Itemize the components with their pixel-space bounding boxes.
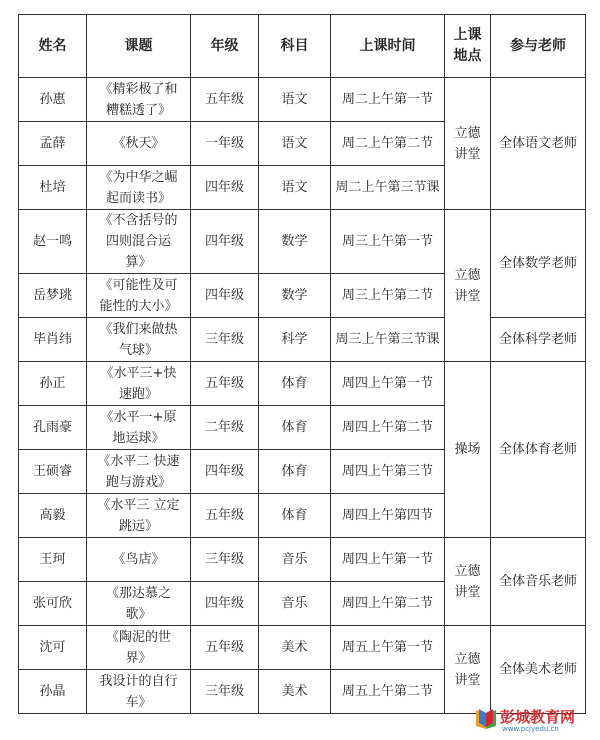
cell-grade: 五年级 (191, 494, 259, 538)
cell-topic: 《我们来做热气球》 (87, 318, 191, 362)
header-time: 上课时间 (331, 15, 445, 78)
cell-name: 孙正 (19, 362, 87, 406)
cell-topic: 我设计的自行车》 (87, 670, 191, 714)
table-row (19, 318, 586, 362)
cell-name: 孔雨豪 (19, 406, 87, 450)
cell-time: 周二上午第二节 (331, 122, 445, 166)
cell-teachers-pe: 全体体育老师 (491, 362, 586, 538)
header-row (19, 15, 586, 78)
header-location: 上课地点 (445, 15, 491, 78)
cell-name: 张可欣 (19, 582, 87, 626)
watermark-url: www.pcjyedu.cn (502, 725, 559, 733)
cell-time: 周四上午第一节 (331, 362, 445, 406)
cell-grade: 四年级 (191, 210, 259, 274)
cell-grade: 四年级 (191, 274, 259, 318)
cell-subject: 体育 (259, 362, 331, 406)
cell-name: 高毅 (19, 494, 87, 538)
header-topic: 课题 (87, 15, 191, 78)
cell-subject: 数学 (259, 210, 331, 274)
cell-topic: 《精彩极了和糟糕透了》 (87, 78, 191, 122)
cell-grade: 二年级 (191, 406, 259, 450)
cell-time: 周三上午第一节 (331, 210, 445, 274)
cell-teachers-music: 全体音乐老师 (491, 538, 586, 626)
cell-subject: 音乐 (259, 582, 331, 626)
cell-name: 王硕睿 (19, 450, 87, 494)
cell-topic: 《水平一+原地运球》 (87, 406, 191, 450)
cell-time: 周四上午第二节 (331, 582, 445, 626)
cell-name: 王珂 (19, 538, 87, 582)
cell-topic: 《那达慕之歌》 (87, 582, 191, 626)
cell-subject: 体育 (259, 450, 331, 494)
cell-time: 周四上午第三节 (331, 450, 445, 494)
cell-time: 周四上午第一节 (331, 538, 445, 582)
cell-teachers-science: 全体科学老师 (491, 318, 586, 362)
cell-subject: 语文 (259, 122, 331, 166)
cell-grade: 四年级 (191, 450, 259, 494)
cell-name: 毕肖纬 (19, 318, 87, 362)
cell-topic: 《陶泥的世界》 (87, 626, 191, 670)
cell-teachers-chinese: 全体语文老师 (491, 78, 586, 210)
header-teachers: 参与老师 (491, 15, 586, 78)
cell-subject: 美术 (259, 670, 331, 714)
cell-time: 周五上午第二节 (331, 670, 445, 714)
cell-subject: 语文 (259, 166, 331, 210)
cell-subject: 美术 (259, 626, 331, 670)
cell-teachers-art: 全体美术老师 (491, 626, 586, 714)
header-subject: 科目 (259, 15, 331, 78)
cell-topic: 《水平三 立定跳远》 (87, 494, 191, 538)
cell-grade: 四年级 (191, 582, 259, 626)
cell-location-math-science: 立德讲堂 (445, 210, 491, 362)
cell-topic: 《水平三+快速跑》 (87, 362, 191, 406)
cell-time: 周二上午第一节 (331, 78, 445, 122)
watermark-logo (474, 706, 594, 734)
cell-name: 孙晶 (19, 670, 87, 714)
watermark-title: 彭城教育网 (500, 708, 576, 726)
cell-subject: 科学 (259, 318, 331, 362)
cell-location-art: 立德讲堂 (445, 626, 491, 714)
cell-topic: 《秋天》 (87, 122, 191, 166)
table-row (19, 78, 586, 122)
cell-grade: 三年级 (191, 318, 259, 362)
cell-subject: 音乐 (259, 538, 331, 582)
schedule-table (18, 14, 586, 714)
cell-name: 孙惠 (19, 78, 87, 122)
cell-topic: 《可能性及可能性的大小》 (87, 274, 191, 318)
cell-location-chinese: 立德讲堂 (445, 78, 491, 210)
cell-name: 岳梦珧 (19, 274, 87, 318)
cell-teachers-math: 全体数学老师 (491, 210, 586, 318)
cell-grade: 五年级 (191, 78, 259, 122)
cell-time: 周五上午第一节 (331, 626, 445, 670)
table-row (19, 210, 586, 274)
cell-subject: 语文 (259, 78, 331, 122)
cell-location-pe: 操场 (445, 362, 491, 538)
cell-name: 赵一鸣 (19, 210, 87, 274)
table-row (19, 362, 586, 406)
cell-subject: 体育 (259, 494, 331, 538)
cell-time: 周三上午第三节课 (331, 318, 445, 362)
cell-subject: 数学 (259, 274, 331, 318)
open-book-icon (474, 708, 498, 730)
cell-topic: 《鸟店》 (87, 538, 191, 582)
cell-topic: 《水平二 快速跑与游戏》 (87, 450, 191, 494)
cell-time: 周四上午第四节 (331, 494, 445, 538)
table-row (19, 538, 586, 582)
cell-grade: 三年级 (191, 670, 259, 714)
cell-time: 周四上午第二节 (331, 406, 445, 450)
cell-grade: 三年级 (191, 538, 259, 582)
header-grade: 年级 (191, 15, 259, 78)
cell-time: 周三上午第二节 (331, 274, 445, 318)
cell-topic: 《不含括号的四则混合运算》 (87, 210, 191, 274)
cell-location-music: 立德讲堂 (445, 538, 491, 626)
cell-topic: 《为中华之崛起而读书》 (87, 166, 191, 210)
cell-grade: 一年级 (191, 122, 259, 166)
cell-name: 杜培 (19, 166, 87, 210)
cell-time: 周二上午第三节课 (331, 166, 445, 210)
cell-grade: 四年级 (191, 166, 259, 210)
cell-subject: 体育 (259, 406, 331, 450)
cell-name: 沈可 (19, 626, 87, 670)
cell-grade: 五年级 (191, 626, 259, 670)
header-name: 姓名 (19, 15, 87, 78)
table-row (19, 626, 586, 670)
cell-name: 孟薛 (19, 122, 87, 166)
cell-grade: 五年级 (191, 362, 259, 406)
